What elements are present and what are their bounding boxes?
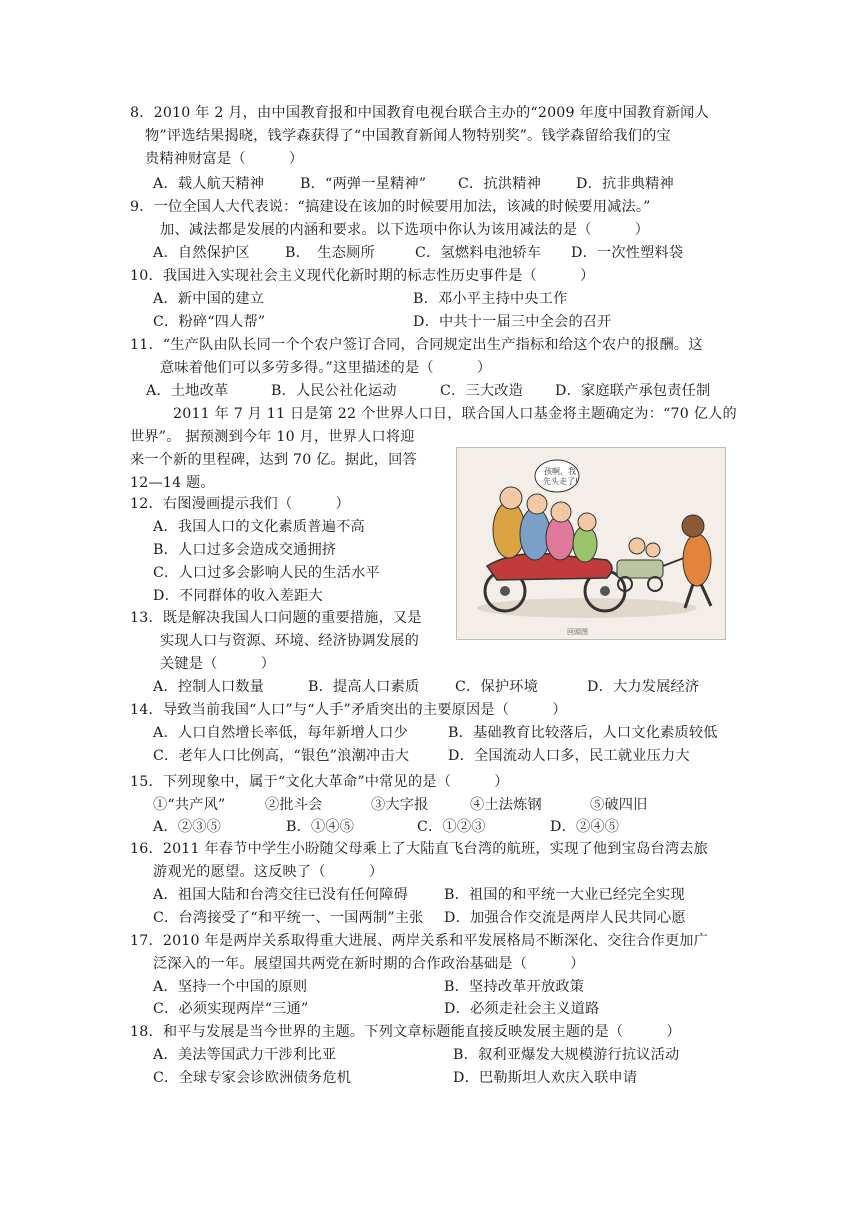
q16-option-a: A．祖国大陆和台湾交往已没有任何障碍 [153,887,409,903]
q9-option-c: C．氢燃料电池轿车 [415,245,542,261]
q13-stem-line-1: 13．既是解决我国人口问题的重要措施，又是 [130,610,422,626]
q12-option-a: A．我国人口的文化素质普遍不高 [153,519,365,535]
q15-option-a: A．②③⑤ [153,819,221,835]
q10-option-b: B．邓小平主持中央工作 [413,291,568,307]
q16-option-b: B．祖国的和平统一大业已经完全实现 [444,887,685,903]
q17-stem-line-2: 泛深入的一年。展望国共两党在新时期的合作政治基础是（ ） [153,956,585,972]
q13-option-c: C．保护环境 [455,679,538,695]
q16-stem-line-1: 16．2011 年春节中学生小盼随父母乘上了大陆直飞台湾的航班，实现了他到宝岛台湾去旅 [130,841,709,857]
q18-option-c: C．全球专家会诊欧洲债务危机 [153,1070,352,1086]
q10-option-c: C．粉碎“四人帮” [153,314,266,330]
q9-option-a: A．自然保护区 [153,245,250,261]
q11-option-a: A．土地改革 [146,383,229,399]
q18-option-a: A．美法等国武力干涉利比亚 [153,1047,337,1063]
q10-option-d: D．中共十一届三中全会的召开 [413,314,612,330]
q15-item-4: ④土法炼钢 [470,797,542,813]
q8-stem-line-1: 8．2010 年 2 月，由中国教育报和中国教育电视台联合主办的“2009 年度中国教育新闻人 [130,105,709,121]
material-line-4: 12—14 题。 [130,475,215,491]
q15-option-b: B．①④⑤ [286,819,355,835]
q17-stem-line-1: 17．2010 年是两岸关系取得重大进展、两岸关系和平发展格局不断深化、交往合作更加广 [130,933,709,949]
material-line-2: 世界”。 据预测到今年 10 月，世界人口将迎 [130,429,415,445]
q11-option-c: C．三大改造 [440,383,523,399]
q14-option-c: C．老年人口比例高，“银色”浪潮冲击大 [153,748,410,764]
q14-option-b: B．基础教育比较落后，人口文化素质较低 [448,725,718,741]
q11-stem-line-1: 11．“生产队由队长同一个个农户签订合同，合同规定出生产指标和给这个农户的报酬。这 [130,337,703,353]
cartoon-credit: 回頭图 [567,628,588,636]
q12-option-d: D．不同群体的收入差距大 [153,588,323,604]
q15-item-5: ⑤破四旧 [590,797,648,813]
q12-option-b: B．人口过多会造成交通拥挤 [153,542,337,558]
q8-option-b: B．“两弹一星精神” [300,176,427,192]
q18-option-b: B．叙利亚爆发大规模游行抗议活动 [453,1047,680,1063]
population-cartoon [456,447,726,640]
q9-stem-line-2: 加、减法都是发展的内涵和要求。以下选项中你认为该用减法的是（ ） [160,222,650,238]
q10-option-a: A．新中国的建立 [153,291,265,307]
q13-option-b: B．提高人口素质 [308,679,420,695]
q17-option-d: D．必须走社会主义道路 [444,1001,600,1017]
q16-option-c: C．台湾接受了“和平统一、一国两制”主张 [153,910,424,926]
q14-option-d: D．全国流动人口多，民工就业压力大 [448,748,690,764]
q18-stem: 18．和平与发展是当今世界的主题。下列文章标题能直接反映发展主题的是（ ） [130,1024,681,1040]
q13-stem-line-2: 实现人口与资源、环境、经济协调发展的 [160,633,419,649]
q14-option-a: A．人口自然增长率低，每年新增人口少 [153,725,409,741]
q17-option-a: A．坚持一个中国的原则 [153,979,308,995]
q14-stem: 14．导致当前我国“人口”与“人手”矛盾突出的主要原因是（ ） [130,702,567,718]
q15-option-d: D．②④⑤ [550,819,620,835]
q12-option-c: C．人口过多会影响人民的生活水平 [153,565,380,581]
q8-option-d: D．抗非典精神 [576,176,674,192]
q12-stem: 12．右图漫画提示我们（ ） [130,496,350,512]
q15-item-3: ③大字报 [371,797,429,813]
q17-option-c: C．必须实现两岸“三通” [153,1001,309,1017]
q17-option-b: B．坚持改革开放政策 [444,979,585,995]
q8-option-c: C．抗洪精神 [458,176,541,192]
speech-bubble-line-2: 先头走了! [543,477,579,486]
q9-option-d: D．一次性塑料袋 [571,245,684,261]
q11-option-b: B．人民公社化运动 [271,383,397,399]
q13-option-d: D．大力发展经济 [587,679,700,695]
q9-option-b: B． 生态厕所 [285,245,375,261]
q8-option-a: A．载人航天精神 [153,176,265,192]
q9-stem-line-1: 9．一位全国人大代表说：“搞建设在该加的时候要用加法，该减的时候要用减法。” [130,199,651,215]
material-line-3: 来一个新的里程碑，达到 70 亿。据此，回答 [130,452,417,468]
q8-stem-line-3: 贵精神财富是（ ） [145,151,304,167]
q16-option-d: D．加强合作交流是两岸人民共同心愿 [444,910,686,926]
q8-stem-line-2: 物”评选结果揭晓，钱学森获得了“中国教育新闻人物特别奖”。钱学森留给我们的宝 [145,128,671,144]
q15-item-1: ①“共产风” [153,797,226,813]
q11-stem-line-2: 意味着他们可以多劳多得。”这里描述的是（ ） [160,360,492,376]
q11-option-d: D．家庭联产承包责任制 [555,383,711,399]
speech-bubble [535,460,579,492]
q10-stem: 10．我国进入实现社会主义现代化新时期的标志性历史事件是（ ） [130,268,595,284]
q18-option-d: D．巴勒斯坦人欢庆入联申请 [453,1070,638,1086]
material-line-1: 2011 年 7 月 11 日是第 22 个世界人口日，联合国人口基金将主题确定为：“70 亿人的 [173,406,737,422]
q13-option-a: A．控制人口数量 [153,679,265,695]
q13-stem-line-3: 关键是（ ） [160,656,276,672]
q15-option-c: C．①②③ [417,819,486,835]
q15-item-2: ②批斗会 [265,797,323,813]
q15-stem: 15．下列现象中，属于“文化大革命”中常见的是（ ） [130,774,509,790]
speech-bubble-line-1: 孩啊，我 [544,467,576,476]
q16-stem-line-2: 游观光的愿望。这反映了（ ） [153,864,384,880]
